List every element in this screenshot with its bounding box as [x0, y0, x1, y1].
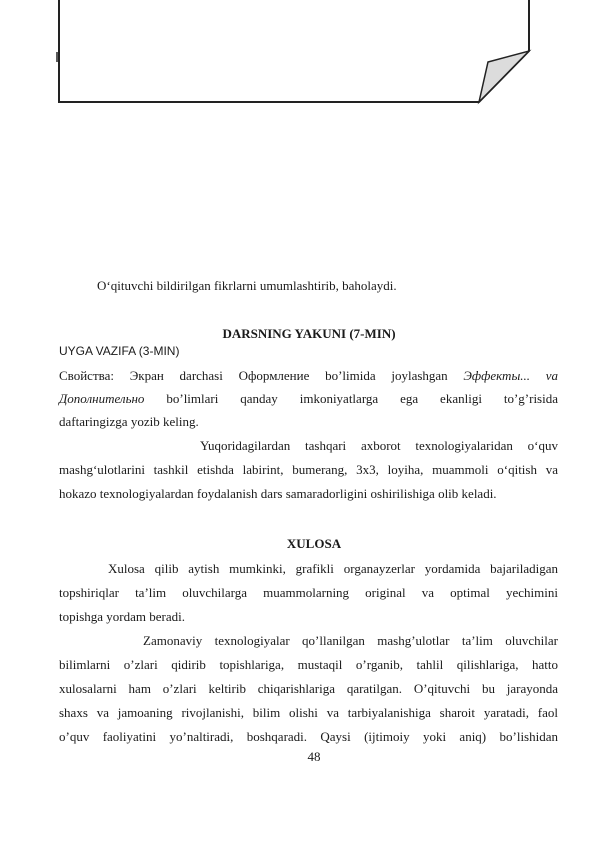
conclusion-p2-line-1: Zamonaviy texnologiyalar qo’llanilgan mashg’ulotlar ta’lim oluvchilar: [143, 633, 558, 648]
tech-paragraph-line-3: hokazo texnologiyalardan foydalanish dars samaradorligini oshirilishiga olib keladi.: [59, 486, 497, 501]
homework-italic-additional: Дополнительно: [59, 391, 145, 406]
conclusion-p2-line-2: bilimlarni o’zlari qidirib topishlariga, mustaqil o’rganib, tahlil qilishlariga, hatto: [59, 657, 558, 672]
conclusion-p1-line-3: topishga yordam beradi.: [59, 609, 185, 624]
conclusion-p2-line-5: o’quv faoliyatini yo’naltiradi, boshqaradi. Qaysi (ijtimoiy yoki aniq) bo’lishidan: [59, 729, 558, 744]
homework-line-1: [59, 367, 558, 384]
conclusion-title: XULOSA: [286, 536, 342, 551]
conclusion-p2-line-3: xulosalarni ham o’zlari keltirib chiqarishlariga qaratilgan. O’qituvchi bu jarayonda: [59, 681, 558, 696]
conclusion-p1-line-1: Xulosa qilib aytish mumkinki, grafikli organayzerlar yordamida bajariladigan: [108, 561, 558, 576]
intro-line: O‘qituvchi bildirilgan fikrlarni umumlashtirib, baholaydi.: [97, 278, 397, 293]
conclusion-p1-line-2: topshiriqlar ta’lim oluvchilarga muammolarning original va optimal yechimini: [59, 585, 558, 600]
homework-text: bo’limlari qanday imkoniyatlarga ega ekanligi to’g’risida: [166, 391, 559, 406]
homework-italic-effects: Эффекты... va: [463, 368, 558, 383]
homework-line-2: [59, 390, 558, 407]
tech-paragraph-line-1: Yuqoridagilardan tashqari axborot texnologiyalaridan o‘quv: [200, 438, 558, 453]
conclusion-p2-line-4: shaxs va jamoaning rivojlanishi, bilim olishi va tarbiyalanishiga sharoit yaratadi, faol: [59, 705, 558, 720]
section-end-title: DARSNING YAKUNI (7-MIN): [222, 326, 396, 341]
tech-paragraph-line-2: mashg‘ulotlarini tashkil etishda labirint, bumerang, 3x3, loyiha, muammoli o‘qitish va: [59, 462, 558, 477]
homework-line-3: daftaringizga yozib keling.: [59, 414, 199, 429]
page-number: 48: [307, 749, 321, 764]
homework-title: UYGA VAZIFA (3-MIN): [59, 344, 180, 358]
homework-text: Свойства: Экран darchasi Оформление bo’limida joylashgan: [59, 368, 448, 383]
folded-note-shape: [0, 0, 595, 110]
